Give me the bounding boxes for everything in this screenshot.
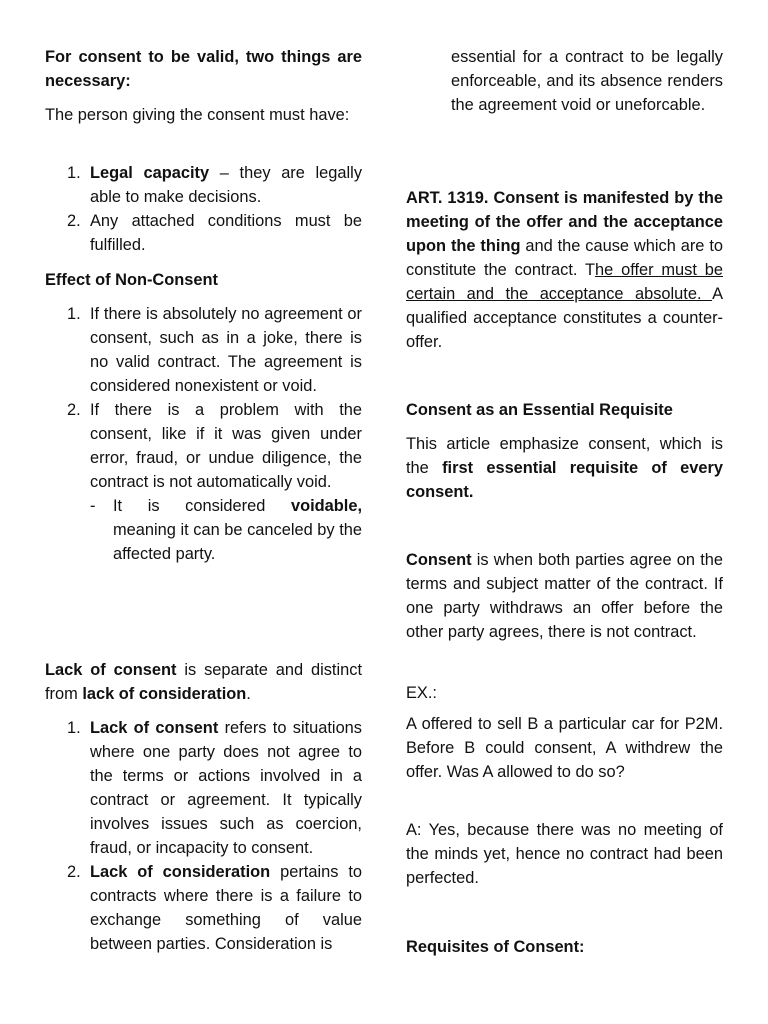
list-text: If there is absolutely no agreement or consent, such as in a joke, there is no valid contract. The agreement is considered nonexistent or void. <box>90 305 362 395</box>
sub-text: It is considered <box>113 497 291 515</box>
term-consent: Consent <box>406 551 472 569</box>
heading-valid-consent: For consent to be valid, two things are necessary: <box>45 48 362 90</box>
dash-bullet: - <box>90 497 96 515</box>
list-text: refers to situations where one party does not agree to the terms or actions involved in a contract or agreement. It typically involves issues such as coercion, fraud, or incapacity to consent. <box>90 719 362 857</box>
list-item <box>45 161 362 209</box>
paragraph-text: and the cause which are to constitute the contract. T <box>406 237 723 279</box>
list-number: 1. <box>67 719 81 737</box>
list-text: – they are legally able to make decisions. <box>90 164 363 206</box>
list-item <box>45 398 362 566</box>
term-lack-of-consent: Lack of consent <box>45 661 177 679</box>
example-label: EX.: <box>406 684 437 702</box>
lack-paragraph <box>45 658 362 706</box>
continuation-paragraph: essential for a contract to be legally enforceable, and its absence renders the agreement void or uneforcable. <box>451 48 723 114</box>
paragraph-text: This article emphasize consent, which is the <box>406 435 723 477</box>
example-answer: A: Yes, because there was no meeting of the minds yet, hence no contract had been perfected. <box>406 821 723 887</box>
term-lack-of-consent: Lack of consent <box>90 719 219 737</box>
paragraph-text: is separate and distinct from <box>45 661 362 703</box>
paragraph-text: . <box>246 685 251 703</box>
essential-paragraph <box>406 432 723 504</box>
requirements-list <box>45 161 362 257</box>
list-item <box>45 860 362 956</box>
heading-essential-requisite: Consent as an Essential Requisite <box>406 401 673 419</box>
term-legal-capacity: Legal capacity <box>90 164 210 182</box>
list-number: 1. <box>67 305 81 323</box>
article-1319-paragraph <box>406 186 723 354</box>
heading-requisites-of-consent: Requisites of Consent: <box>406 938 585 956</box>
term-lack-of-consideration: lack of consideration <box>82 685 247 703</box>
intro-paragraph: The person giving the consent must have: <box>45 106 350 124</box>
underlined-text: he offer must be certain and the acceptance absolute. <box>406 261 723 303</box>
list-item <box>45 716 362 860</box>
bold-text: first essential requisite of every consent. <box>406 459 723 501</box>
heading-effect-non-consent: Effect of Non-Consent <box>45 271 218 289</box>
list-item <box>45 209 362 257</box>
term-voidable: voidable, <box>290 497 362 515</box>
list-item <box>45 302 362 398</box>
paragraph-text: A qualified acceptance constitutes a counter-offer. <box>406 285 723 351</box>
term-lack-of-consideration: Lack of consideration <box>90 863 271 881</box>
sub-text: meaning it can be canceled by the affected party. <box>113 521 362 563</box>
list-text: pertains to contracts where there is a failure to exchange something of value between parties. Consideration is <box>90 863 362 953</box>
list-number: 2. <box>67 863 81 881</box>
example-question: A offered to sell B a particular car for P2M. Before B could consent, A withdrew the offer. Was A allowed to do so? <box>406 715 723 781</box>
list-number: 1. <box>67 164 81 182</box>
list-number: 2. <box>67 212 81 230</box>
list-text: Any attached conditions must be fulfilled. <box>90 212 362 254</box>
list-text: If there is a problem with the consent, like if it was given under error, fraud, or undue diligence, the contract is not automatically void. <box>90 401 362 491</box>
lack-list <box>45 716 362 956</box>
paragraph-text: is when both parties agree on the terms and subject matter of the contract. If one party withdraws an offer before the other party agrees, there is not contract. <box>406 551 723 641</box>
effects-list <box>45 302 362 566</box>
list-number: 2. <box>67 401 81 419</box>
consent-definition-paragraph <box>406 548 723 644</box>
sub-list-item <box>90 494 362 566</box>
article-title: ART. 1319. Consent is manifested by the meeting of the offer and the acceptance upon the thing <box>406 189 723 255</box>
